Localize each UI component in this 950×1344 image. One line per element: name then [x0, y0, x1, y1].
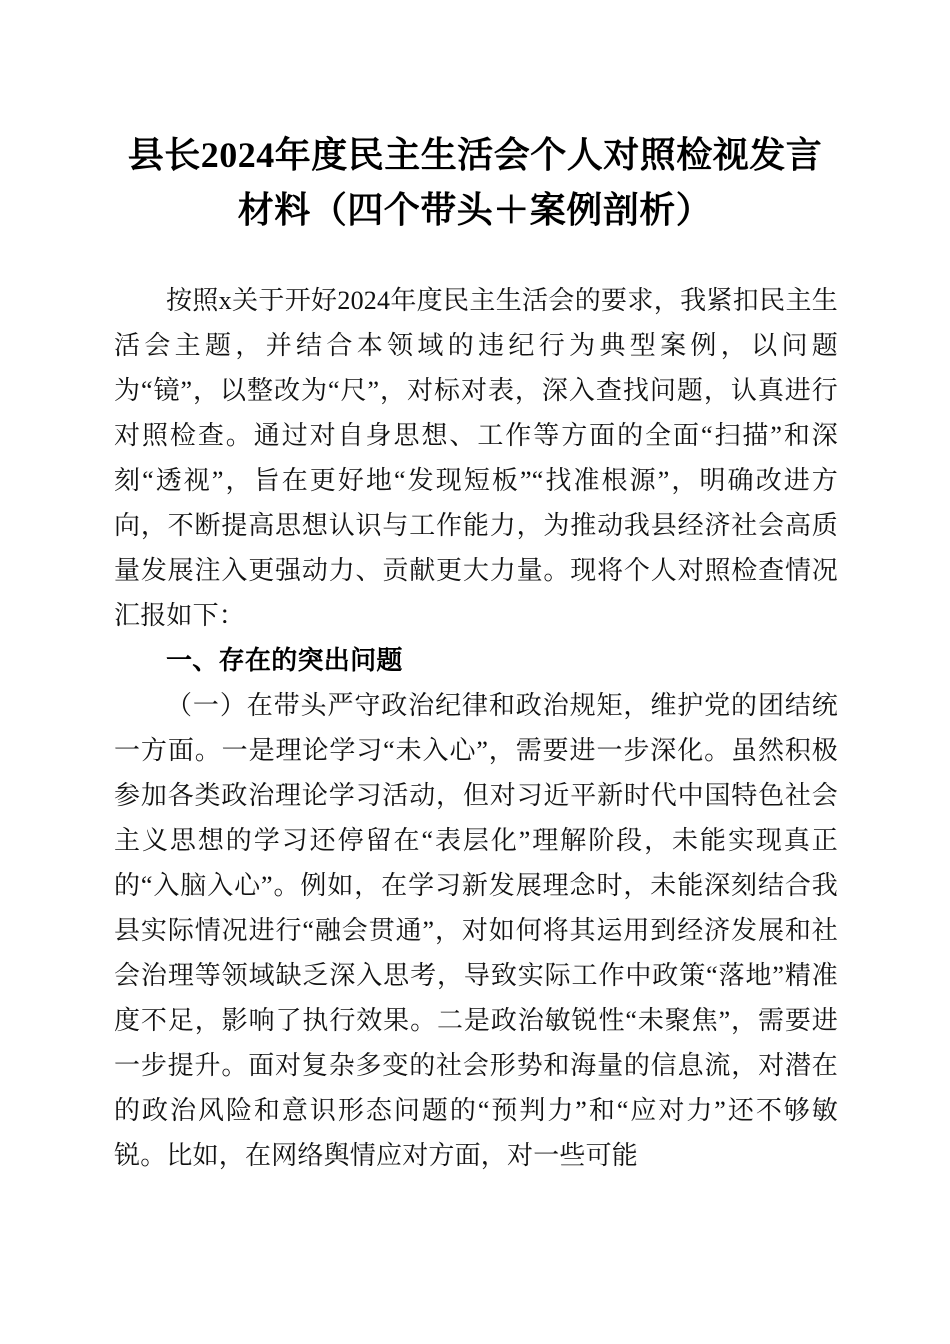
page-title-line-2: 材料（四个带头＋案例剖析）	[237, 190, 713, 230]
paragraph-intro: 按照x关于开好2024年度民主生活会的要求，我紧扣民主生活会主题，并结合本领域的违纪行为典型案例，以问题为“镜”，以整改为“尺”，对标对表，深入查找问题，认真进行对照检查。通过对自身思想、工作等方面的全面“扫描”和深刻“透视”，旨在更好地“发现短板”“找准根源”，明确改进方向，不断提高思想认识与工作能力，为推动我县经济社会高质量发展注入更强动力、贡献更大力量。现将个人对照检查情况汇报如下：	[114, 286, 838, 630]
paragraph-section-1: （一）在带头严守政治纪律和政治规矩，维护党的团结统一方面。一是理论学习“未入心”，需要进一步深化。虽然积极参加各类政治理论学习活动，但对习近平新时代中国特色社会主义思想的学习还停留在“表层化”理解阶段，未能实现真正的“入脑入心”。例如，在学习新发展理念时，未能深刻结合我县实际情况进行“融会贯通”，对如何将其运用到经济发展和社会治理等领域缺乏深入思考，导致实际工作中政策“落地”精准度不足，影响了执行效果。二是政治敏锐性“未聚焦”，需要进一步提升。面对复杂多变的社会形势和海量的信息流，对潜在的政治风险和意识形态问题的“预判力”和“应对力”还不够敏锐。比如，在网络舆情应对方面，对一些可能	[114, 691, 838, 1170]
page-title	[114, 128, 836, 238]
document-body	[114, 278, 838, 1178]
page-title-line-1: 县长2024年度民主生活会个人对照检视发言	[127, 135, 823, 175]
section-heading-1: 一、存在的突出问题	[166, 645, 403, 675]
